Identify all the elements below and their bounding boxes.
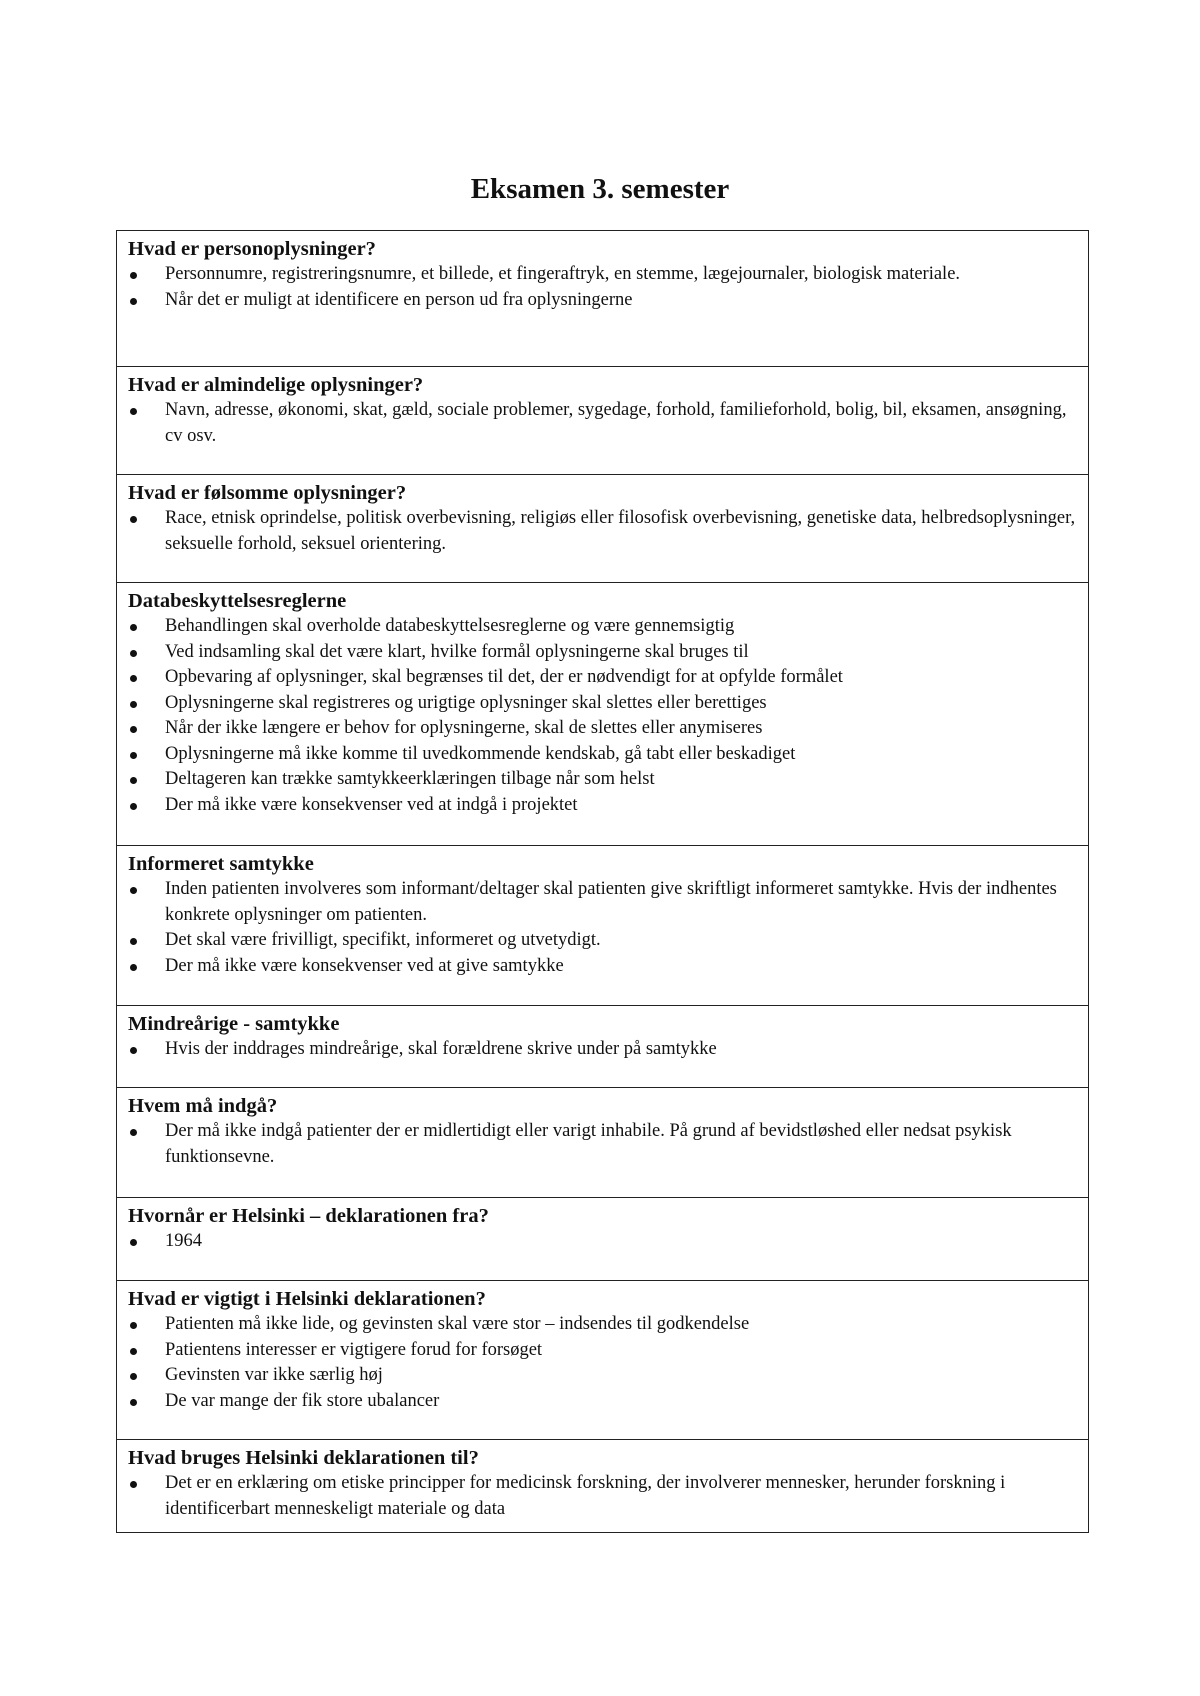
page-title: Eksamen 3. semester <box>470 173 730 205</box>
section-almindelige-oplysninger <box>117 366 1088 474</box>
bullet-list <box>128 506 1076 557</box>
list-item: Der må ikke indgå patienter der er midlertidigt eller varigt inhabile. På grund af bevidstløshed eller nedsat psykisk funktionsevne. <box>128 1119 1076 1170</box>
list-item: Opbevaring af oplysninger, skal begrænses til det, der er nødvendigt for at opfylde formålet <box>128 665 1076 691</box>
section-informeret-samtykke <box>117 845 1088 1005</box>
list-item: Race, etnisk oprindelse, politisk overbevisning, religiøs eller filosofisk overbevisning, genetiske data, helbredsoplysninger, seksuelle forhold, seksuel orientering. <box>128 506 1076 557</box>
section-heading: Hvad er almindelige oplysninger? <box>128 374 424 396</box>
list-item: Navn, adresse, økonomi, skat, gæld, sociale problemer, sygedage, forhold, familieforhold, bolig, bil, eksamen, ansøgning, cv osv. <box>128 398 1076 449</box>
section-helsinki-bruges-til <box>117 1439 1088 1532</box>
list-item: Behandlingen skal overholde databeskyttelsesreglerne og være gennemsigtig <box>128 614 1076 640</box>
bullet-list <box>128 1312 1076 1414</box>
section-hvem-maa-indgaa <box>117 1087 1088 1197</box>
bullet-list <box>128 1229 1076 1255</box>
bullet-list <box>128 398 1076 449</box>
bullet-list <box>128 1119 1076 1170</box>
section-heading: Hvad er følsomme oplysninger? <box>128 482 407 504</box>
section-personoplysninger <box>117 231 1088 366</box>
section-heading: Mindreårige - samtykke <box>128 1013 340 1035</box>
list-item: Patientens interesser er vigtigere forud for forsøget <box>128 1338 1076 1364</box>
list-item: Det skal være frivilligt, specifikt, informeret og utvetydigt. <box>128 928 1076 954</box>
list-item: Det er en erklæring om etiske principper for medicinsk forskning, der involverer mennesker, herunder forskning i identificerbart menneskeligt materiale og data <box>128 1471 1076 1522</box>
section-heading: Hvad bruges Helsinki deklarationen til? <box>128 1447 479 1469</box>
section-helsinki-vigtigt <box>117 1280 1088 1439</box>
bullet-list <box>128 614 1076 818</box>
list-item: Der må ikke være konsekvenser ved at give samtykke <box>128 954 1076 980</box>
list-item: Personnumre, registreringsnumre, et billede, et fingeraftryk, en stemme, lægejournaler, biologisk materiale. <box>128 262 1076 288</box>
list-item: Der må ikke være konsekvenser ved at indgå i projektet <box>128 793 1076 819</box>
list-item: Inden patienten involveres som informant/deltager skal patienten give skriftligt informeret samtykke. Hvis der indhentes konkrete oplysninger om patienten. <box>128 877 1076 928</box>
list-item: Deltageren kan trække samtykkeerklæringen tilbage når som helst <box>128 767 1076 793</box>
section-mindreaarige-samtykke <box>117 1005 1088 1087</box>
list-item: Oplysningerne må ikke komme til uvedkommende kendskab, gå tabt eller beskadiget <box>128 742 1076 768</box>
section-heading: Hvad er personoplysninger? <box>128 238 376 260</box>
section-databeskyttelsesreglerne <box>117 582 1088 845</box>
list-item: Oplysningerne skal registreres og urigtige oplysninger skal slettes eller berettiges <box>128 691 1076 717</box>
section-heading: Databeskyttelsesreglerne <box>128 590 347 612</box>
bullet-list <box>128 1471 1076 1522</box>
section-foelsomme-oplysninger <box>117 474 1088 582</box>
list-item: Når det er muligt at identificere en person ud fra oplysningerne <box>128 288 1076 314</box>
list-item: Hvis der inddrages mindreårige, skal forældrene skrive under på samtykke <box>128 1037 1076 1063</box>
section-heading: Informeret samtykke <box>128 853 314 875</box>
section-heading: Hvad er vigtigt i Helsinki deklarationen? <box>128 1288 486 1310</box>
list-item: Ved indsamling skal det være klart, hvilke formål oplysningerne skal bruges til <box>128 640 1076 666</box>
list-item: Gevinsten var ikke særlig høj <box>128 1363 1076 1389</box>
list-item: Når der ikke længere er behov for oplysningerne, skal de slettes eller anymiseres <box>128 716 1076 742</box>
bullet-list <box>128 877 1076 979</box>
list-item: 1964 <box>128 1229 1076 1255</box>
list-item: Patienten må ikke lide, og gevinsten skal være stor – indsendes til godkendelse <box>128 1312 1076 1338</box>
qa-table <box>116 230 1089 1533</box>
list-item: De var mange der fik store ubalancer <box>128 1389 1076 1415</box>
section-heading: Hvornår er Helsinki – deklarationen fra? <box>128 1205 489 1227</box>
section-helsinki-hvornaar <box>117 1197 1088 1280</box>
section-heading: Hvem må indgå? <box>128 1095 278 1117</box>
bullet-list <box>128 1037 1076 1063</box>
bullet-list <box>128 262 1076 313</box>
